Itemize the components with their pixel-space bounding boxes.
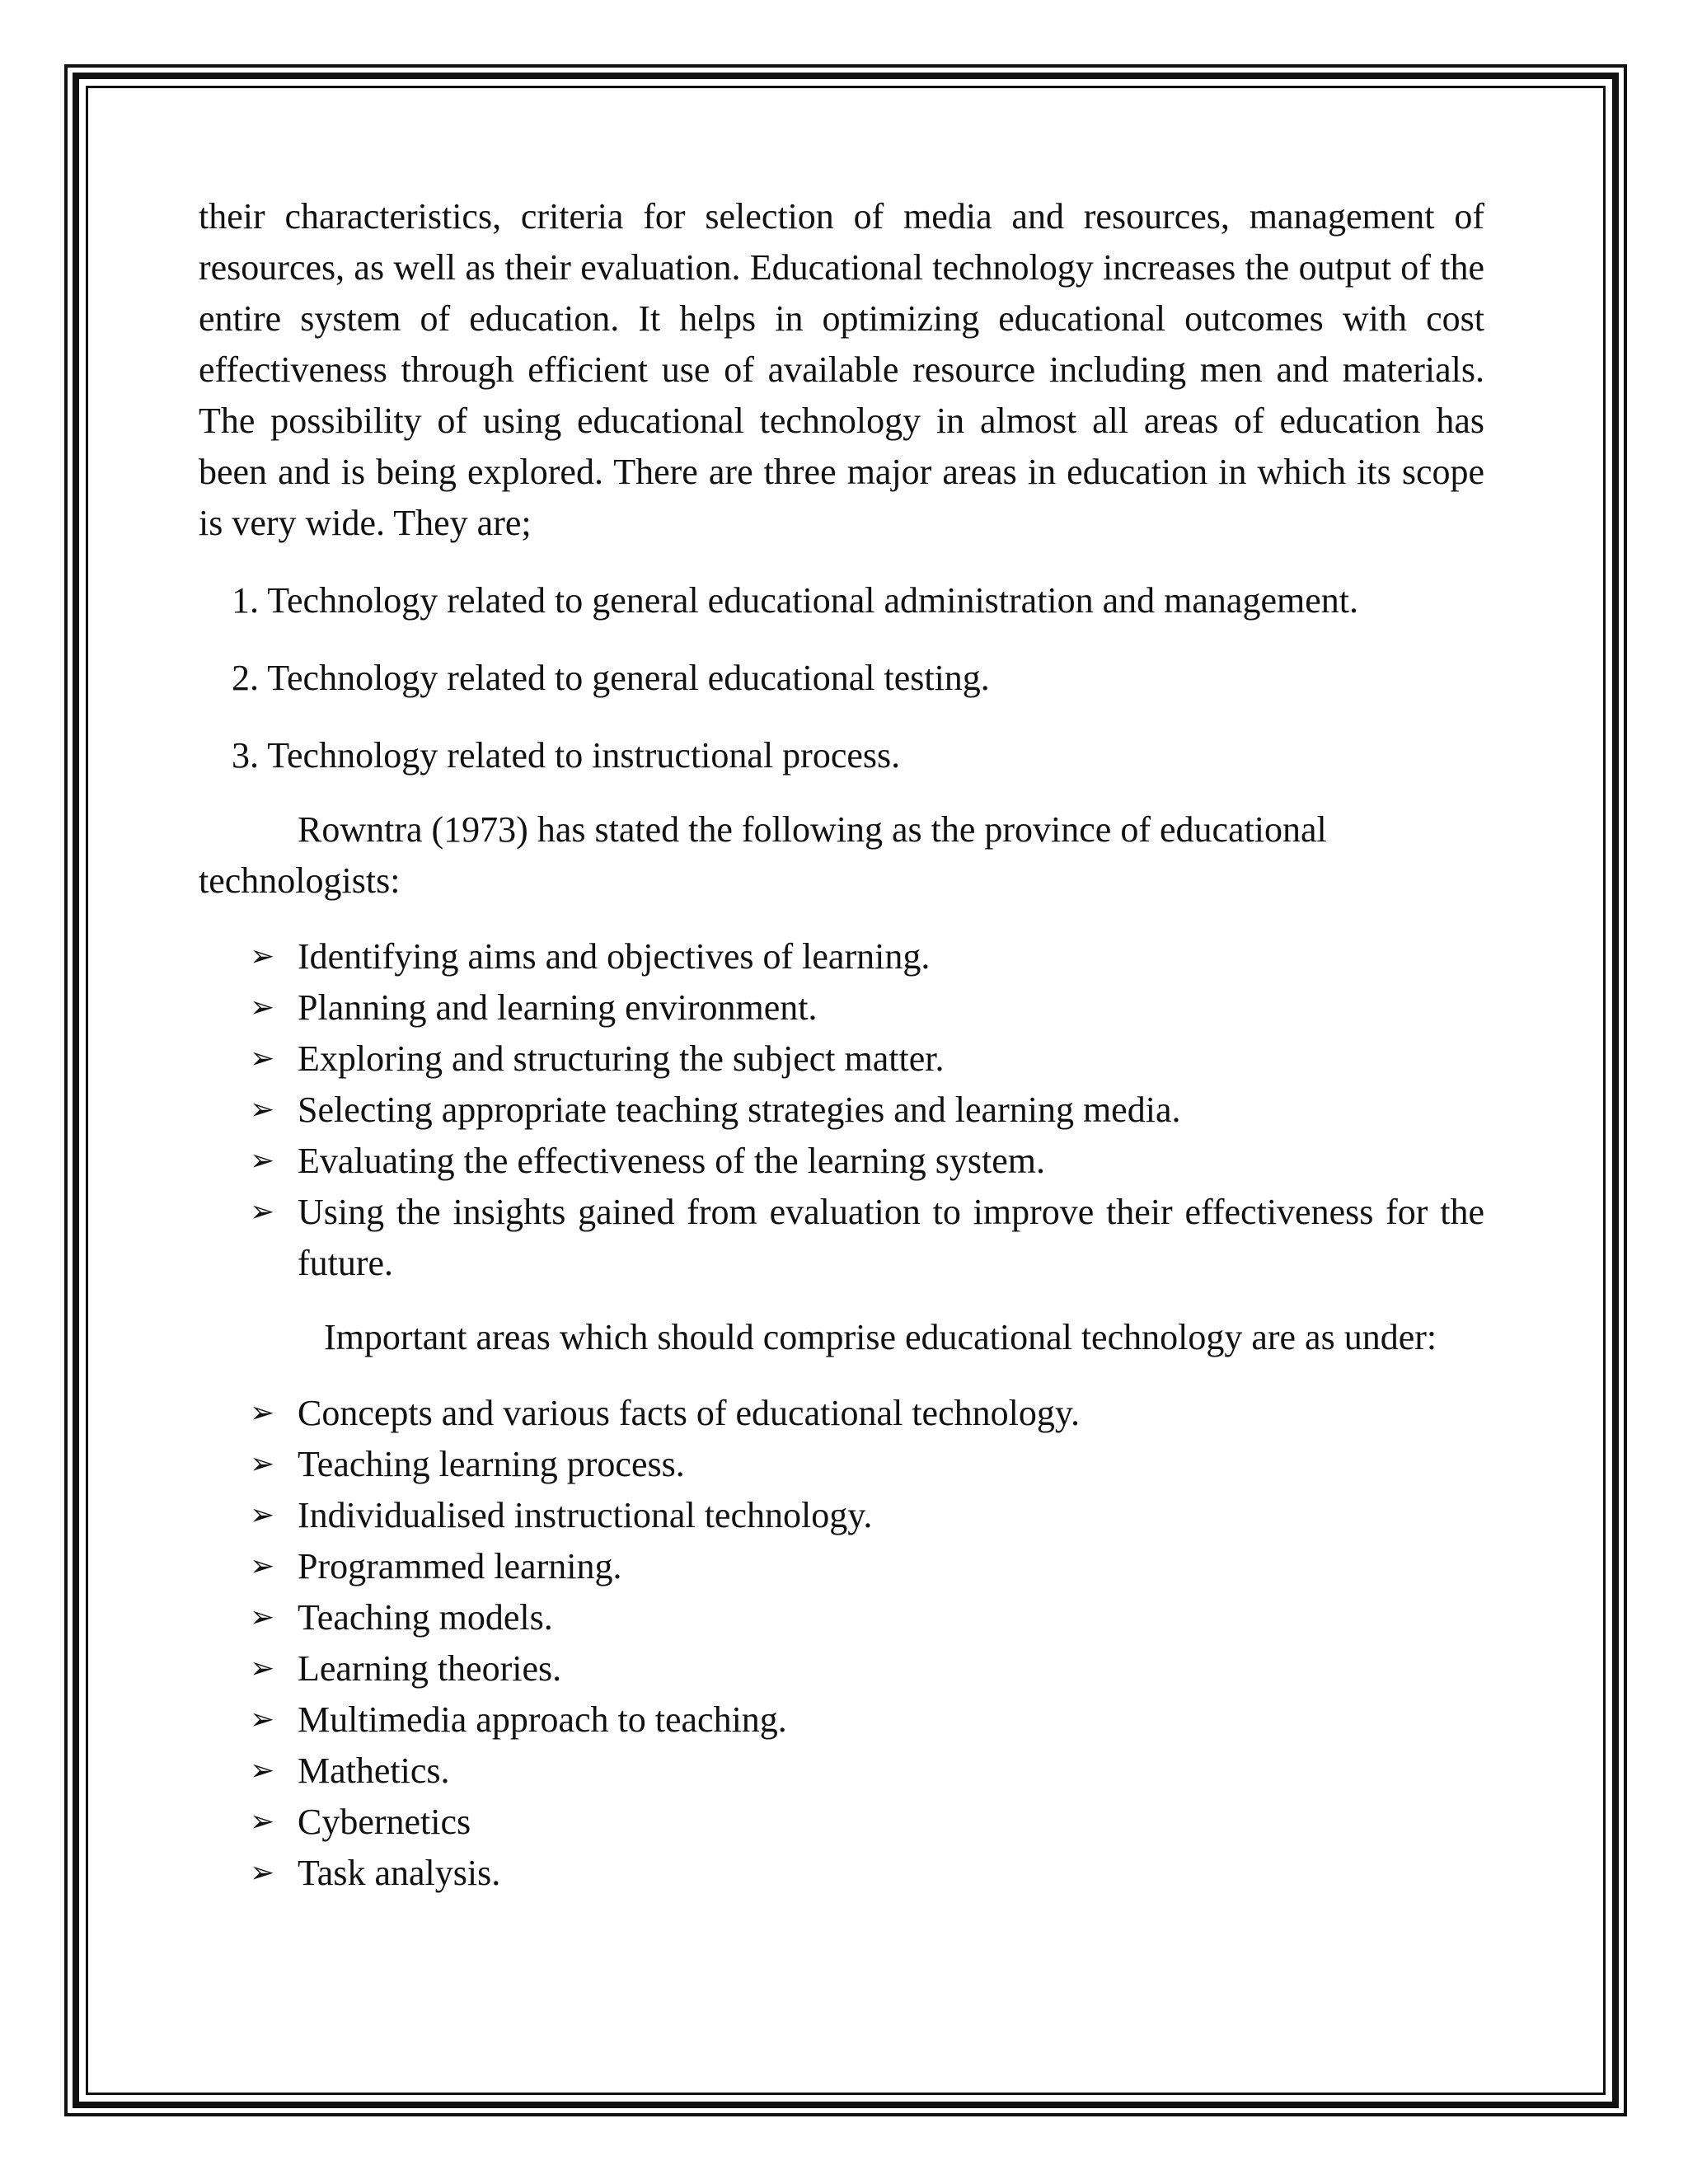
important-areas-list (199, 1388, 1484, 1899)
education-area-item: 3. Technology related to instructional process. (232, 735, 901, 776)
province-list-item (199, 1187, 1484, 1289)
important-list-item (199, 1797, 1484, 1848)
important-list-item (199, 1439, 1484, 1490)
province-list-item (199, 1136, 1484, 1187)
important-list-item (199, 1388, 1484, 1439)
important-list-item (199, 1592, 1484, 1643)
province-item-text: Planning and learning environment. (298, 987, 818, 1028)
province-item-text: Exploring and structuring the subject matter. (298, 1038, 945, 1079)
arrowhead-bullet-icon: ➢ (250, 1396, 275, 1430)
important-list-item (199, 1694, 1484, 1746)
arrowhead-bullet-icon: ➢ (250, 1093, 275, 1127)
important-list-item (199, 1541, 1484, 1592)
important-item-text: Learning theories. (298, 1648, 562, 1689)
arrowhead-bullet-icon: ➢ (250, 1447, 275, 1481)
arrowhead-bullet-icon: ➢ (250, 1042, 275, 1076)
arrowhead-bullet-icon: ➢ (250, 1805, 275, 1839)
important-list-item (199, 1643, 1484, 1694)
province-list-item (199, 982, 1484, 1033)
important-areas-paragraph: Important areas which should comprise educational technology are as under: (324, 1317, 1437, 1357)
province-item-text: Evaluating the effectiveness of the learning system. (298, 1141, 1046, 1181)
province-list-item (199, 931, 1484, 982)
important-item-text: Teaching models. (298, 1597, 553, 1638)
province-item-text: Identifying aims and objectives of learning. (298, 936, 931, 977)
province-list (199, 931, 1484, 1289)
important-item-text: Task analysis. (298, 1853, 501, 1893)
arrowhead-bullet-icon: ➢ (250, 1498, 275, 1532)
important-item-text: Individualised instructional technology. (298, 1495, 873, 1535)
arrowhead-bullet-icon: ➢ (250, 1144, 275, 1178)
province-item-text: Selecting appropriate teaching strategies and learning media. (298, 1090, 1181, 1130)
education-areas-list (199, 575, 1484, 781)
arrowhead-bullet-icon: ➢ (250, 940, 275, 973)
arrowhead-bullet-icon: ➢ (250, 1856, 275, 1890)
important-item-text: Teaching learning process. (298, 1444, 685, 1484)
education-area-item: 1. Technology related to general educational administration and management. (232, 580, 1358, 621)
province-list-item (199, 1085, 1484, 1136)
intro-paragraph: their characteristics, criteria for selection of media and resources, management of resources, as well as their evaluation. Educational technology increases the output of the entire system of education. It helps in optimizing educational outcomes with cost effectiveness through efficient use of available resource including men and materials. The possibility of using educational technology in almost all areas of education has been and is being explored. There are three major areas in education in which its scope is very wide. They are; (199, 196, 1484, 543)
arrowhead-bullet-icon: ➢ (250, 1601, 275, 1634)
important-item-text: Concepts and various facts of educational technology. (298, 1393, 1080, 1433)
important-item-text: Programmed learning. (298, 1546, 622, 1586)
important-item-text: Mathetics. (298, 1750, 450, 1791)
arrowhead-bullet-icon: ➢ (250, 1652, 275, 1685)
page-content (199, 191, 1484, 1899)
arrowhead-bullet-icon: ➢ (250, 991, 275, 1024)
arrowhead-bullet-icon: ➢ (250, 1549, 275, 1583)
important-item-text: Cybernetics (298, 1802, 471, 1842)
important-list-item (199, 1848, 1484, 1899)
important-list-item (199, 1746, 1484, 1797)
arrowhead-bullet-icon: ➢ (250, 1703, 275, 1736)
arrowhead-bullet-icon: ➢ (250, 1754, 275, 1788)
province-item-text: Using the insights gained from evaluation to improve their effectiveness for the future. (298, 1192, 1484, 1283)
education-area-item: 2. Technology related to general educational testing. (232, 658, 990, 698)
important-list-item (199, 1490, 1484, 1541)
important-item-text: Multimedia approach to teaching. (298, 1699, 787, 1740)
rowntra-paragraph: Rowntra (1973) has stated the following as the province of educational technologists: (199, 809, 1327, 901)
province-list-item (199, 1033, 1484, 1085)
arrowhead-bullet-icon: ➢ (250, 1195, 275, 1229)
